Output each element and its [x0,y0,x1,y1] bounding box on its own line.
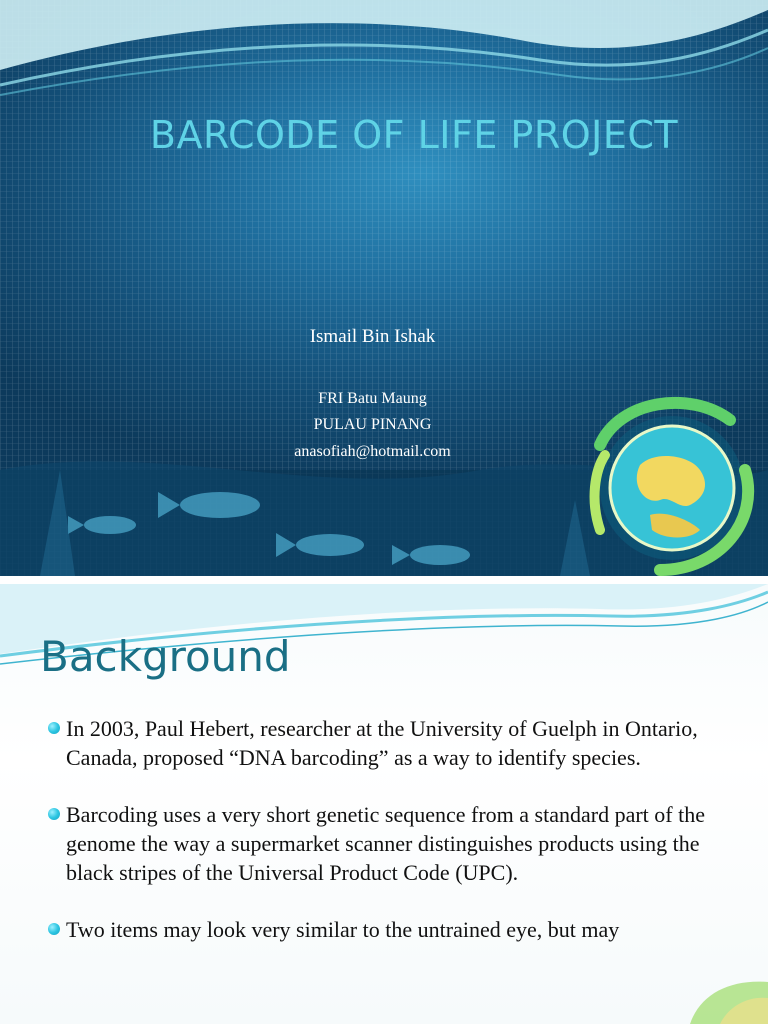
bullet-icon [48,722,60,734]
email-address: anasofiah@hotmail.com [294,443,451,460]
list-item [48,800,738,887]
bullet-text: Two items may look very similar to the untrained eye, but may [66,917,620,942]
list-item [48,714,738,772]
bullet-text: Barcoding uses a very short genetic sequence from a standard part of the genome the way a supermarket scanner distinguishes products using the black stripes of the Universal Product Code (UPC). [66,802,705,885]
background-slide [0,584,768,1024]
slide-title: BARCODE OF LIFE PROJECT [149,113,679,157]
affiliation-line: PULAU PINANG [313,416,432,433]
bullet-icon [48,923,60,935]
bullet-icon [48,808,60,820]
affiliation-line: FRI Batu Maung [318,390,427,407]
list-item [48,915,738,944]
bullet-text: In 2003, Paul Hebert, researcher at the University of Guelph in Ontario, Canada, proposed “DNA barcoding” as a way to identify species. [66,716,698,770]
slide-separator [0,576,768,584]
slide-heading: Background [40,632,291,681]
bullet-list [48,714,738,972]
author-name: Ismail Bin Ishak [309,326,436,347]
